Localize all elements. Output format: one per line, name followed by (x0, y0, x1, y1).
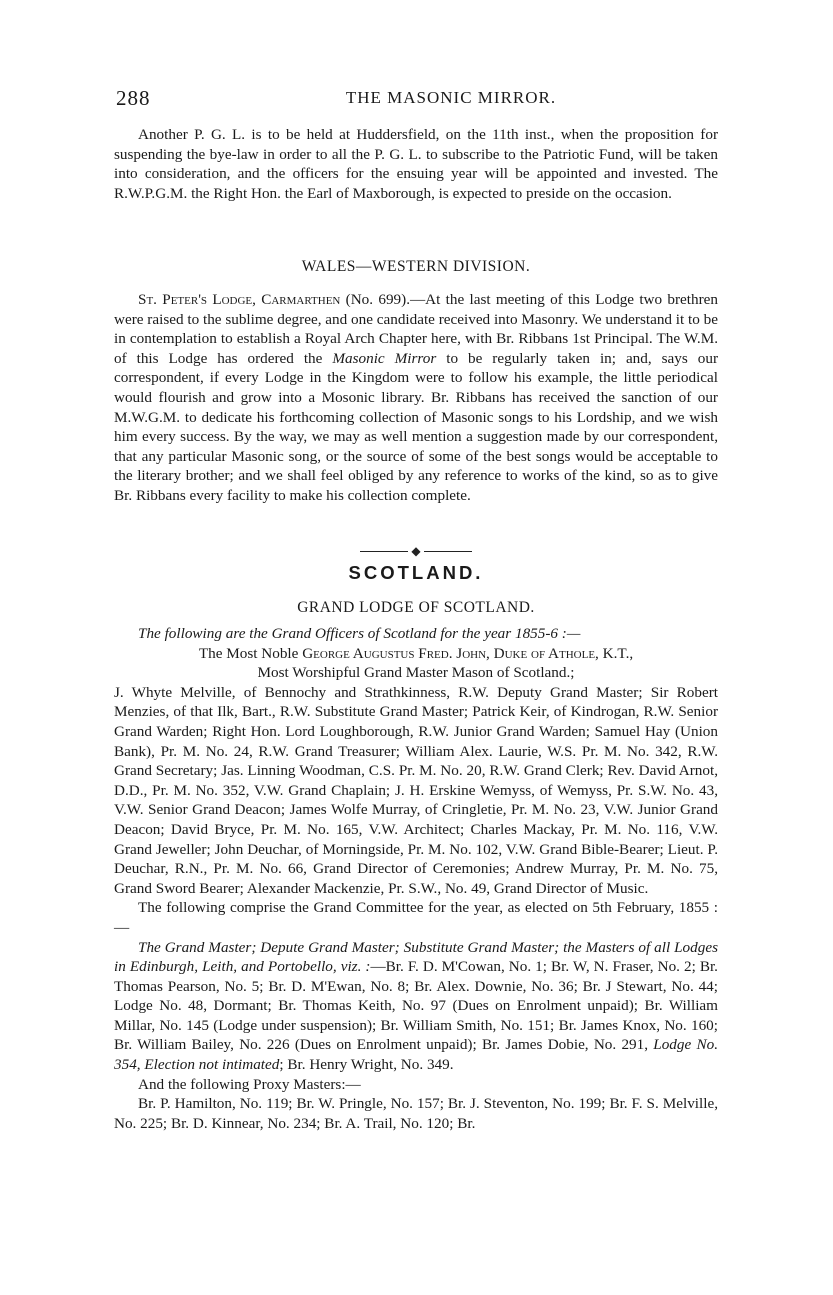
committee-list (114, 938, 718, 1075)
wales-text-a: (No. 699).—At the last meeting of this Lodge two brethren were raised to the sublime degree, and one candidate received into Masonry. We understand it to be in contemplation to establish a Royal Arch Chapter here, with Br. Ribbans 1st Principal. The W.M. of this Lodge has ordered the (114, 291, 718, 367)
committee-text-d: ; Br. Henry Wright, No. 349. (279, 1056, 454, 1074)
ornament-rule-right (424, 551, 472, 552)
wales-heading: WALES—WESTERN DIVISION. (301, 258, 531, 275)
wales-paragraph (114, 290, 718, 506)
page-number: 288 (116, 86, 151, 110)
diamond-ornament-icon: ◆ (411, 544, 421, 559)
wales-section (114, 258, 718, 276)
scotland-heading-block (114, 562, 718, 584)
grand-lodge-heading: GRAND LODGE OF SCOTLAND. (297, 599, 535, 616)
grand-master-line (114, 644, 718, 664)
scotland-heading: SCOTLAND. (348, 562, 484, 583)
publication-title: Masonic Mirror (332, 349, 437, 367)
grand-master-title: Most Worshipful Grand Master Mason of Scotland.; (257, 664, 575, 682)
officers-intro: The following are the Grand Officers of Scotland for the year 1855-6 :— (138, 625, 581, 642)
grand-master-prefix: The Most Noble (198, 644, 303, 662)
intro-paragraph: Another P. G. L. is to be held at Huddersfield, on the 11th inst., when the proposition for suspending the bye-law in order to all the P. G. L. to subscribe to the Patriotic Fund, will be taken into consideration, and the officers for the ensuing year will be appointed and invested. The R.W.P.G.M. the Right Hon. the Earl of Maxborough, is expected to preside on the occasion. (114, 126, 718, 202)
committee-text-a: The Grand Master; Depute Grand Master; Substitute Grand Master; the Masters of all Lodges in Edinburgh, Leith, and Portobello, viz. : (114, 938, 718, 976)
running-head (116, 86, 716, 112)
lodge-name: St. Peter's Lodge, Carmarthen (138, 291, 341, 308)
grand-master-suffix: K.T., (598, 644, 634, 662)
committee-text-b: —Br. F. D. M'Cowan, No. 1; Br. W, N. Fraser, No. 2; Br. Thomas Pearson, No. 5; Br. D. M'Ewan, No. 8; Br. Alex. Downie, No. 36; Br. J Stewart, No. 44; Lodge No. 48, Dormant; Br. Thomas Keith, No. 97 (Dues on Enrolment unpaid); Br. William Millar, No. 145 (Lodge under suspension); Br. William Smith, No. 151; Br. James Knox, No. 160; Br. William Bailey, No. 226 (Dues on Enrolment unpaid); Br. James Dobie, No. 291, (114, 958, 718, 1054)
ornament-rule-left (360, 551, 408, 552)
section-ornament (114, 543, 718, 558)
proxy-list: Br. P. Hamilton, No. 119; Br. W. Pringle, No. 157; Br. J. Steventon, No. 199; Br. F. S. Melville, No. 225; Br. D. Kinnear, No. 234; Br. A. Trail, No. 120; Br. (114, 1095, 718, 1132)
running-title: THE MASONIC MIRROR. (345, 88, 557, 107)
grand-lodge-heading-block (114, 599, 718, 617)
committee-text-c: Lodge No. 354, Election not intimated (114, 1036, 718, 1074)
wales-text-b: to be regularly taken in; and, says our correspondent, if every Lodge in the Kingdom were to follow his example, the little periodical would flourish and grow into a Mosonic library. Br. Ribbans has received the sanction of our M.W.G.M. to dedicate his forthcoming collection of Masonic songs to his Lordship, and we wish him every success. By the way, we may as well mention a suggestion made by our correspondent, that any particular Masonic song, or the source of some of the best songs would be acceptable to the literary brother; and we shall feel obliged by any reference to works of the kind, so as to give Br. Ribbans every facility to make his collection complete. (114, 349, 718, 504)
committee-intro: The following comprise the Grand Committee for the year, as elected on 5th February, 1855 :— (114, 899, 718, 936)
wales-body (114, 290, 718, 506)
scotland-body (114, 624, 718, 1133)
proxy-intro: And the following Proxy Masters:— (138, 1075, 361, 1093)
grand-master-name: George Augustus Fred. John, Duke of Athole, (302, 644, 599, 662)
intro-section (114, 125, 718, 203)
officers-list: J. Whyte Melville, of Bennochy and Strathkinness, R.W. Deputy Grand Master; Sir Robert Menzies, of that Ilk, Bart., R.W. Substitute Grand Master; Patrick Keir, of Kindrogan, R.W. Senior Grand Warden; Right Hon. Lord Loughborough, R.W. Junior Grand Warden; Samuel Hay (Union Bank), Pr. M. No. 24, R.W. Grand Treasurer; William Alex. Laurie, W.S. Pr. M. No. 342, R.W. Grand Secretary; Jas. Linning Woodman, C.S. Pr. M. No. 20, R.W. Grand Clerk; Rev. David Arnot, D.D., Pr. M. No. 352, V.W. Grand Chaplain; J. H. Erskine Wemyss, of Wemyss, Pr. S.W. No. 43, V.W. Senior Grand Deacon; James Wolfe Murray, of Cringletie, Pr. M. No. 23, V.W. Junior Grand Deacon; David Bryce, Pr. M. No. 165, V.W. Architect; Charles Mackay, Pr. M. No. 116, V.W. Grand Jeweller; John Deuchar, of Morningside, Pr. M. No. 102, V.W. Grand Bible-Bearer; Lieut. P. Deuchar, R.N., Pr. M. No. 66, Grand Director of Ceremonies; Andrew Murray, Pr. M. No. 75, Grand Sword Bearer; Alexander Mackenzie, Pr. S.W., No. 49, Grand Director of Music. (114, 683, 718, 897)
